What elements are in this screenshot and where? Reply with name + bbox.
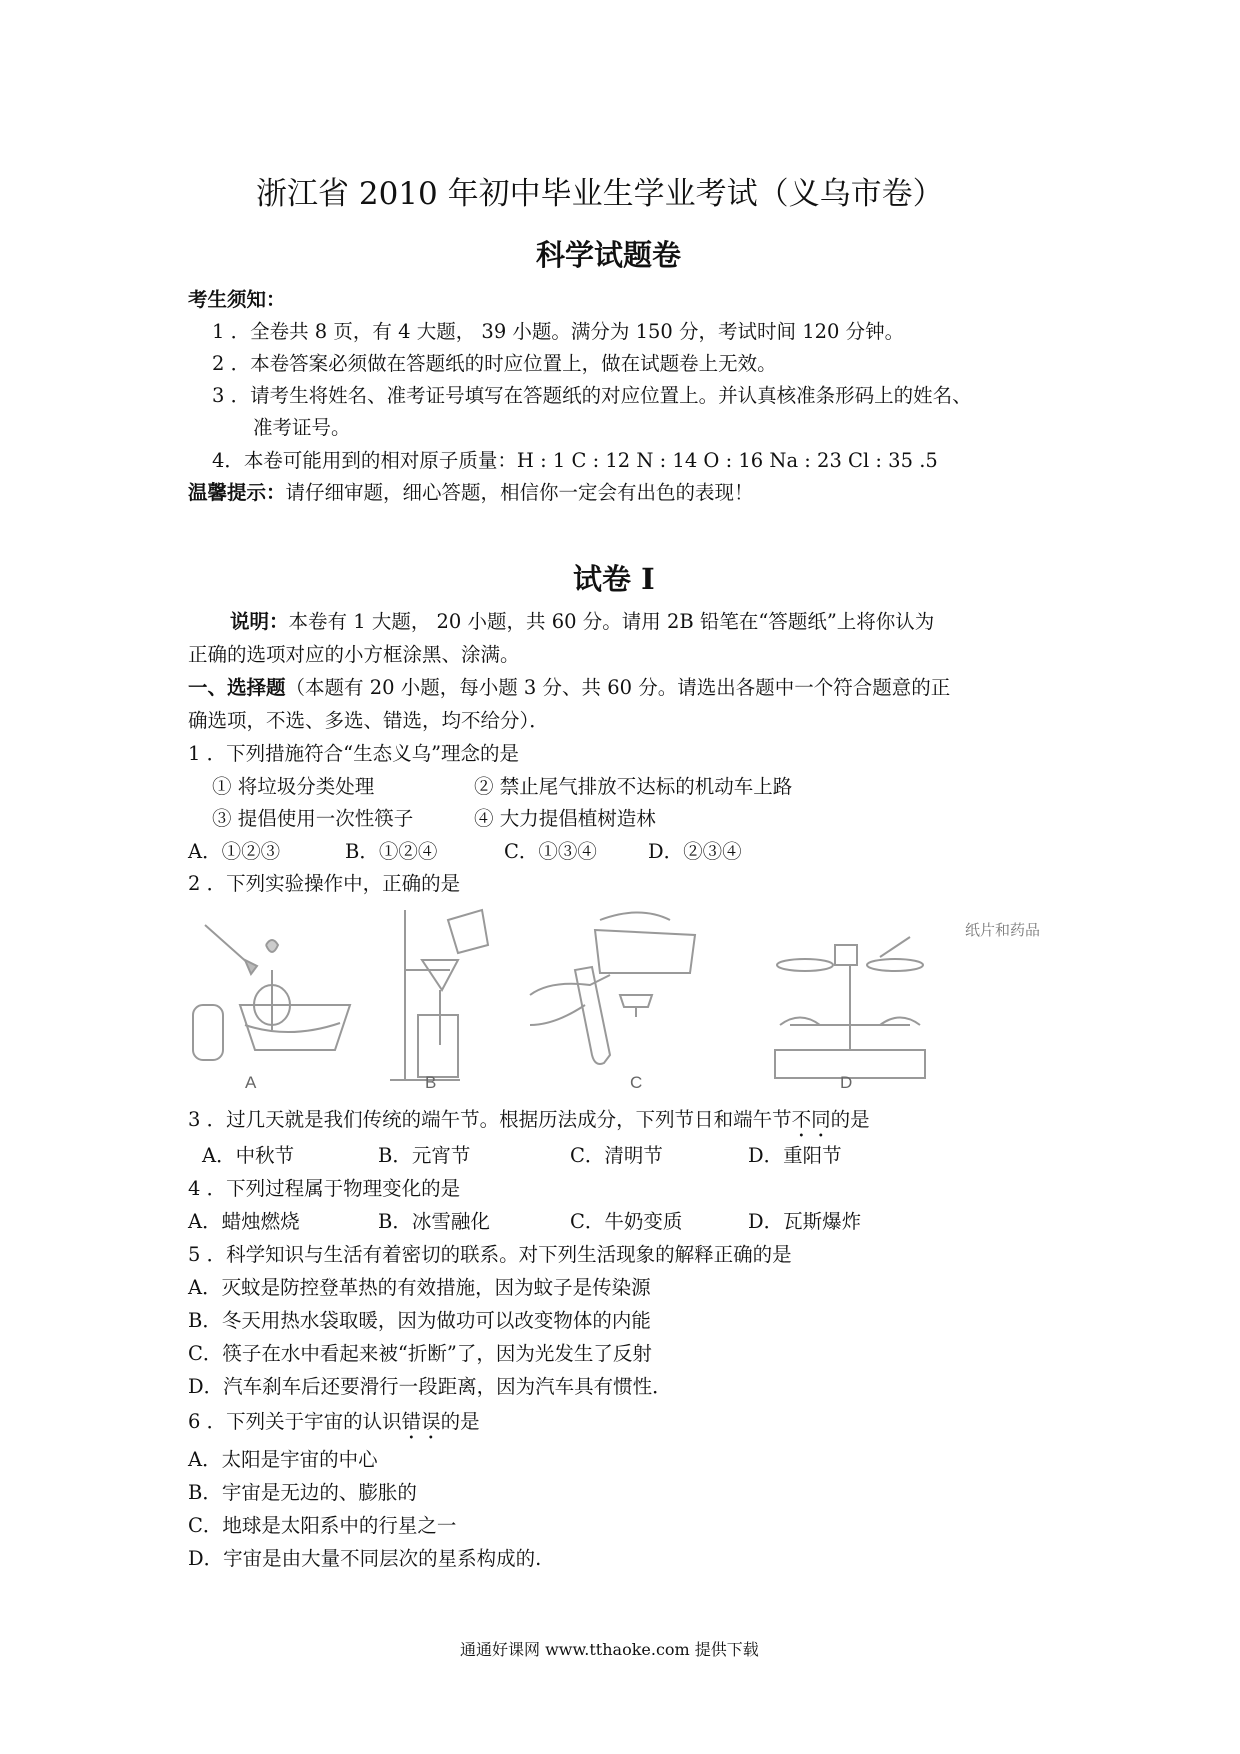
- tip-line: [188, 483, 754, 503]
- q2-stem: 2 ．下列实验操作中，正确的是: [188, 872, 461, 895]
- q1-statement-1: ① 将垃圾分类处理: [212, 775, 375, 798]
- q1-option-a: A．①②③: [188, 840, 281, 863]
- notice-item-3: 3 ．请考生将姓名、准考证号填写在答题纸的对应位置上。并认真核准条形码上的姓名、: [212, 384, 972, 407]
- figure-caption-d: D: [840, 1073, 853, 1090]
- part-line-2: 确选项，不选、多选、错选，均不给分）．: [188, 709, 549, 732]
- q5-option-c: C．筷子在水中看起来被“折断”了，因为光发生了反射: [188, 1342, 652, 1365]
- figure-d-balance: [775, 937, 925, 1078]
- q6-option-d: D．宇宙是由大量不同层次的星系构成的.: [188, 1547, 542, 1570]
- q6-stem-pre: 6 ．下列关于宇宙的认识: [188, 1410, 402, 1433]
- q6-option-c: C．地球是太阳系中的行星之一: [188, 1514, 457, 1537]
- q2-figure: [190, 905, 1080, 1090]
- section-title: 试卷 I: [573, 562, 655, 596]
- exam-subtitle: 科学试题卷: [536, 238, 682, 272]
- q3-option-d: D．重阳节: [748, 1144, 842, 1167]
- q5-option-b: B．冬天用热水袋取暖，因为做功可以改变物体的内能: [188, 1309, 651, 1332]
- q4-option-c: C．牛奶变质: [570, 1210, 683, 1233]
- figure-caption-a: A: [245, 1073, 257, 1090]
- part-line-1: [188, 678, 950, 698]
- q3-stem-pre: 3 ．过几天就是我们传统的端午节。根据历法成分，下列节日和端午节: [188, 1108, 792, 1131]
- notice-item-1: 1 ．全卷共 8 页，有 4 大题， 39 小题。满分为 150 分，考试时间 120 分钟。: [212, 320, 905, 343]
- q3-option-b: B．元宵节: [378, 1144, 471, 1167]
- section-note-line-2: 正确的选项对应的小方框涂黑、涂满。: [188, 643, 520, 666]
- q6-option-b: B．宇宙是无边的、膨胀的: [188, 1481, 417, 1504]
- tip-label: 温馨提示：: [188, 481, 286, 504]
- q5-option-d: D．汽车刹车后还要滑行一段距离，因为汽车具有惯性．: [188, 1375, 672, 1398]
- q4-option-d: D．瓦斯爆炸: [748, 1210, 862, 1233]
- figure-c-pouring: [530, 913, 695, 1065]
- q3-stem-post: 的是: [830, 1108, 870, 1131]
- notice-item-4: 4．本卷可能用到的相对原子质量：H : 1 C : 12 N : 14 O : 16 Na : 23 Cl : 35 .5: [212, 449, 938, 472]
- figure-d-label: 纸片和药品: [965, 921, 1041, 939]
- q1-statement-2: ② 禁止尾气排放不达标的机动车上路: [474, 775, 793, 798]
- part-label: 一、选择题: [188, 676, 286, 699]
- q1-statement-4: ④ 大力提倡植树造林: [474, 807, 656, 830]
- section-note-label: 说明：: [230, 610, 289, 633]
- notice-item-2: 2 ．本卷答案必须做在答题纸的时应位置上，做在试题卷上无效。: [212, 352, 777, 375]
- figure-caption-c: C: [630, 1073, 643, 1090]
- section-note-text: 本卷有 1 大题， 20 小题，共 60 分。请用 2B 铅笔在“答题纸”上将你认为: [288, 610, 935, 633]
- q4-option-a: A．蜡烛燃烧: [188, 1210, 300, 1233]
- figure-a-alcohol-lamp: [193, 925, 350, 1060]
- q6-stem: [188, 1410, 480, 1444]
- q1-statement-3: ③ 提倡使用一次性筷子: [212, 807, 414, 830]
- q6-stem-post: 的是: [440, 1410, 480, 1433]
- q4-stem: 4 ．下列过程属于物理变化的是: [188, 1177, 461, 1200]
- q1-option-c: C．①③④: [504, 840, 597, 863]
- figure-caption-b: B: [425, 1073, 437, 1090]
- q1-option-d: D．②③④: [648, 840, 742, 863]
- q3-stem: [188, 1108, 870, 1142]
- q3-option-a: A．中秋节: [202, 1144, 295, 1167]
- q6-option-a: A．太阳是宇宙的中心: [188, 1448, 378, 1471]
- q3-stem-emphasis: 不同: [791, 1108, 831, 1131]
- q1-option-b: B．①②④: [345, 840, 438, 863]
- section-note-line-1: [230, 612, 934, 632]
- q3-option-c: C．清明节: [570, 1144, 663, 1167]
- part-intro: （本题有 20 小题，每小题 3 分、共 60 分。请选出各题中一个符合题意的正: [285, 676, 951, 699]
- q5-option-a: A．灭蚊是防控登革热的有效措施，因为蚊子是传染源: [188, 1276, 651, 1299]
- notice-item-3-cont: 准考证号。: [253, 416, 351, 439]
- notice-heading: 考生须知：: [188, 288, 286, 311]
- page-footer: 通通好课网 www.tthaoke.com 提供下载: [460, 1640, 759, 1659]
- q4-option-b: B．冰雪融化: [378, 1210, 490, 1233]
- figure-b-filtration: [390, 910, 488, 1080]
- q1-stem: 1 ．下列措施符合“生态义乌”理念的是: [188, 742, 520, 765]
- exam-title: 浙江省 2010 年初中毕业生学业考试（义乌市卷）: [256, 176, 944, 212]
- q6-stem-emphasis: 错误: [401, 1410, 441, 1433]
- q5-stem: 5 ．科学知识与生活有着密切的联系。对下列生活现象的解释正确的是: [188, 1243, 792, 1266]
- tip-text: 请仔细审题，细心答题，相信你一定会有出色的表现！: [285, 481, 754, 504]
